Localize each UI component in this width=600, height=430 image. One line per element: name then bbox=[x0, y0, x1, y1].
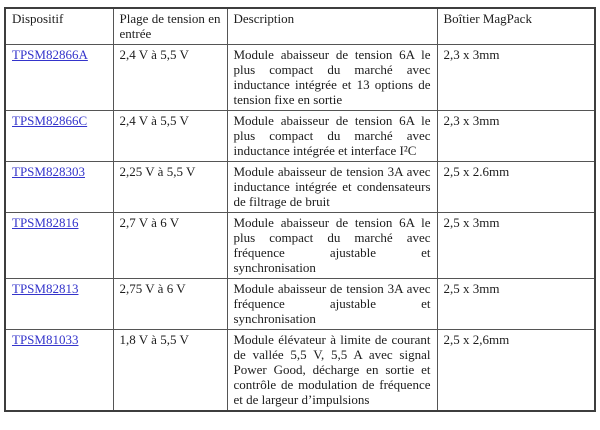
description-cell: Module abaisseur de tension 3A avec fréquence ajustable et synchronisation bbox=[227, 279, 437, 330]
voltage-range-cell: 2,7 V à 6 V bbox=[113, 213, 227, 279]
table-row bbox=[5, 279, 595, 330]
device-cell bbox=[5, 330, 113, 412]
package-cell: 2,5 x 2.6mm bbox=[437, 162, 595, 213]
voltage-range-cell: 2,25 V à 5,5 V bbox=[113, 162, 227, 213]
device-cell bbox=[5, 45, 113, 111]
device-link[interactable]: TPSM82866C bbox=[12, 113, 88, 128]
header-row bbox=[5, 8, 595, 45]
table-row bbox=[5, 111, 595, 162]
description-cell: Module abaisseur de tension 3A avec inductance intégrée et condensateurs de filtrage de bruit bbox=[227, 162, 437, 213]
table-body bbox=[5, 45, 595, 412]
table-row bbox=[5, 162, 595, 213]
device-cell bbox=[5, 213, 113, 279]
device-link[interactable]: TPSM82816 bbox=[12, 215, 79, 230]
magpack-product-table bbox=[4, 7, 596, 412]
description-cell: Module élévateur à limite de courant de vallée 5,5 V, 5,5 A avec signal Power Good, décharge en sortie et contrôle de modulation de fréquence et de largeur d’impulsions bbox=[227, 330, 437, 412]
voltage-range-cell: 1,8 V à 5,5 V bbox=[113, 330, 227, 412]
device-link[interactable]: TPSM81033 bbox=[12, 332, 79, 347]
package-cell: 2,5 x 3mm bbox=[437, 213, 595, 279]
voltage-range-cell: 2,75 V à 6 V bbox=[113, 279, 227, 330]
package-cell: 2,5 x 3mm bbox=[437, 279, 595, 330]
device-link[interactable]: TPSM82866A bbox=[12, 47, 88, 62]
column-header-package: Boîtier MagPack bbox=[437, 8, 595, 45]
device-link[interactable]: TPSM82813 bbox=[12, 281, 79, 296]
device-cell bbox=[5, 111, 113, 162]
column-header-device: Dispositif bbox=[5, 8, 113, 45]
voltage-range-cell: 2,4 V à 5,5 V bbox=[113, 111, 227, 162]
description-cell: Module abaisseur de tension 6A le plus compact du marché avec inductance intégrée et 13 options de tension fixe en sortie bbox=[227, 45, 437, 111]
document-page bbox=[4, 7, 596, 412]
description-cell: Module abaisseur de tension 6A le plus compact du marché avec fréquence ajustable et synchronisation bbox=[227, 213, 437, 279]
package-cell: 2,3 x 3mm bbox=[437, 111, 595, 162]
device-cell bbox=[5, 279, 113, 330]
table-header bbox=[5, 8, 595, 45]
table-row bbox=[5, 213, 595, 279]
package-cell: 2,3 x 3mm bbox=[437, 45, 595, 111]
description-cell: Module abaisseur de tension 6A le plus compact du marché avec inductance intégrée et interface I²C bbox=[227, 111, 437, 162]
table-row bbox=[5, 330, 595, 412]
package-cell: 2,5 x 2,6mm bbox=[437, 330, 595, 412]
device-link[interactable]: TPSM828303 bbox=[12, 164, 85, 179]
column-header-voltage-range: Plage de tension en entrée bbox=[113, 8, 227, 45]
table-row bbox=[5, 45, 595, 111]
voltage-range-cell: 2,4 V à 5,5 V bbox=[113, 45, 227, 111]
column-header-description: Description bbox=[227, 8, 437, 45]
device-cell bbox=[5, 162, 113, 213]
